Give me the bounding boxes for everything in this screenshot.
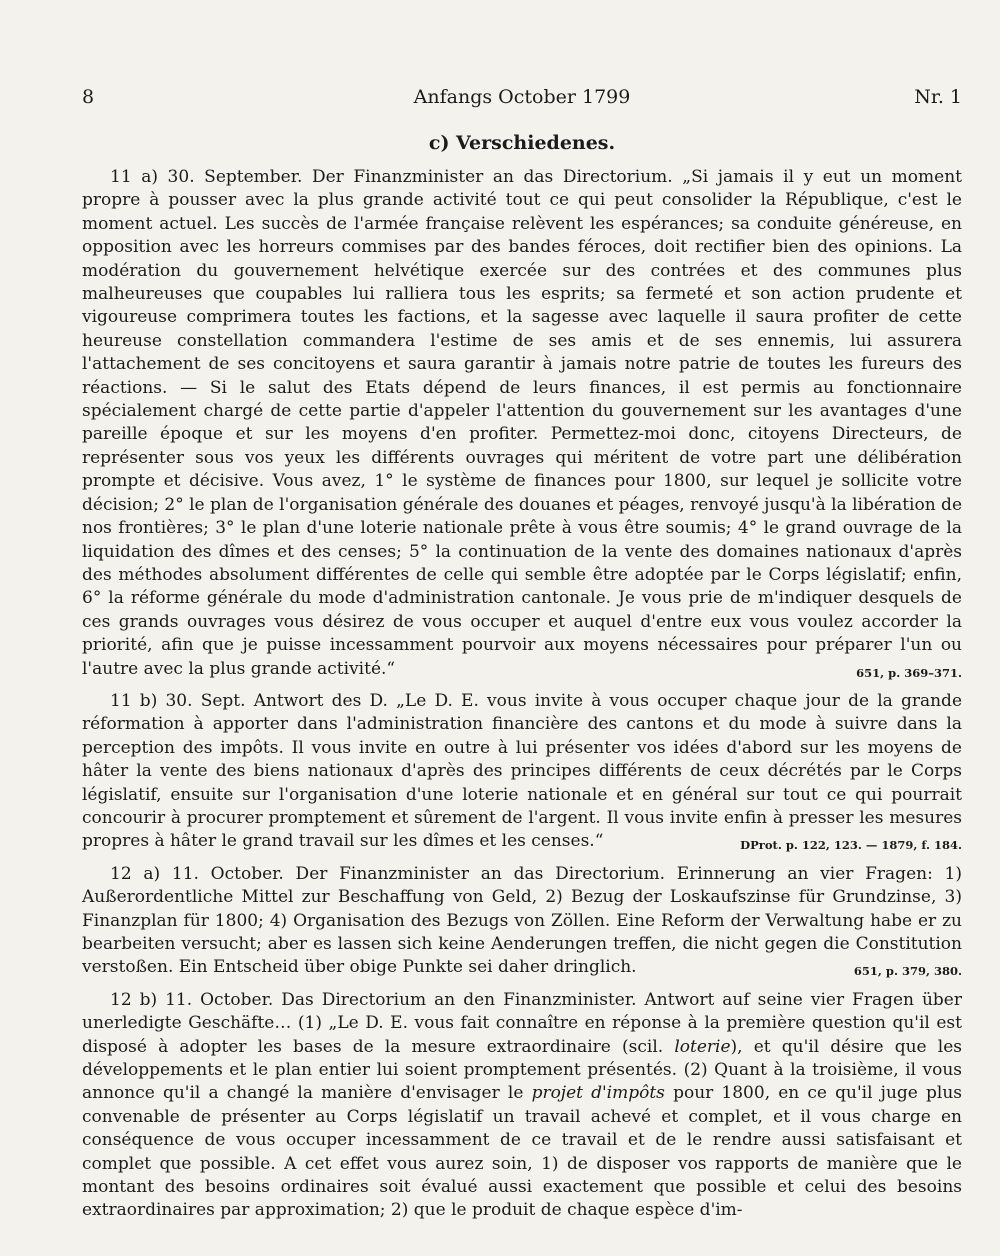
entry-11b (82, 690, 962, 854)
italic-term: loterie (674, 1036, 731, 1057)
source-reference: 651, p. 369–371. (856, 665, 962, 680)
entry-11a (82, 166, 962, 681)
entry-12b (82, 989, 962, 1223)
entry-12a (82, 863, 962, 980)
entry-paragraph (82, 989, 962, 1223)
source-reference: 651, p. 379, 380. (853, 964, 962, 979)
italic-term: projet d'impôts (531, 1083, 665, 1104)
entry-text: ), et qu'il désire que les développements et le plan entier lui soient promptement présentés. (2) Quant à la troisième, il vous annonce qu'il a changé la manière d'envisager le (82, 1036, 962, 1104)
entry-paragraph (82, 166, 962, 681)
page-number: 8 (82, 86, 95, 108)
entry-text: 12 b) 11. October. Das Directorium an den Finanzminister. Antwort auf seine vier Fragen über unerledigte Geschäfte… (1) „Le D. E. vous fait connaître en réponse à la première question qu'il est disposé à adopter les bases de la mesure extraordinaire (scil. (82, 989, 962, 1057)
running-title: Anfangs October 1799 (413, 86, 631, 108)
entry-text: 11 b) 30. Sept. Antwort des D. „Le D. E. vous invite à vous occuper chaque jour de la grande réformation à apporter dans l'administration financière des cantons et du mode à suivre dans la perception des impôts. Il vous invite en outre à lui présenter vos idées d'abord sur les moyens de hâter la vente des biens nationaux d'après des principes différents de ceux décrétés par le Corps législatif, ensuite sur l'organisation d'une loterie nationale et en général sur tout ce qui pourrait concourir à procurer promptement et sûrement de l'argent. Il vous invite enfin à presser les mesures propres à hâter le grand travail sur les dîmes et les censes.“ (82, 690, 962, 852)
entry-text: pour 1800, en ce qu'il juge plus convenable de présenter au Corps législatif un travail achevé et complet, et il vous charge en conséquence de vous occuper incessamment de ce travail et de le rendre aussi satisfaisant et complet que possible. A cet effet vous aurez soin, 1) de disposer vos rapports de manière que le montant des besoins ordinaires soit évalué aussi exactement que possible et celui des besoins extraordinaires par approximation; 2) que le produit de chaque espèce d'im- (82, 1083, 962, 1221)
entry-paragraph (82, 690, 962, 854)
issue-number: Nr. 1 (914, 86, 962, 108)
source-reference: DProt. p. 122, 123. — 1879, f. 184. (740, 838, 962, 853)
body-text (82, 166, 962, 1232)
entry-paragraph (82, 863, 962, 980)
running-head (82, 86, 962, 114)
section-title: c) Verschiedenes. (428, 132, 616, 154)
entry-text: 12 a) 11. October. Der Finanzminister an das Directorium. Erinnerung an vier Fragen: 1) Außerordentliche Mittel zur Beschaffung von Geld, 2) Bezug der Loskaufszinse für Grundzinse, 3) Finanzplan für 1800; 4) Organisation des Bezugs von Zöllen. Eine Reform der Verwaltung habe er zu bearbeiten versucht; aber es lassen sich keine Aenderungen treffen, die nicht gegen die Constitution verstoßen. Ein Entscheid über obige Punkte sei daher dringlich. (82, 863, 962, 978)
entry-text: 11 a) 30. September. Der Finanzminister an das Directorium. „Si jamais il y eut un moment propre à pousser avec la plus grande activité tout ce qui peut consolider la République, c'est le moment actuel. Les succès de l'armée française relèvent les espérances; sa conduite généreuse, en opposition avec les horreurs commises par des bandes féroces, doit rectifier bien des opinions. La modération du gouvernement helvétique exercée sur des contrées et des communes plus malheureuses que coupables lui ralliera tous les esprits; sa fermeté et son action prudente et vigoureuse comprimera toutes les factions, et la sagesse avec laquelle il saura profiter de cette heureuse constellation commandera l'estime de ses amis et de ses ennemis, lui assurera l'attachement de ses concitoyens et saura garantir à jamais notre patrie de toutes les fureurs des réactions. — Si le salut des Etats dépend de leurs finances, il est permis au fonctionnaire spécialement chargé de cette partie d'appeler l'attention du gouvernement sur les avantages d'une pareille époque et sur les moyens d'en profiter. Permettez-moi donc, citoyens Directeurs, de représenter sous vos yeux les différents ouvrages qui méritent de votre part une délibération prompte et décisive. Vous avez, 1° le système de finances pour 1800, sur lequel je sollicite votre décision; 2° le plan de l'organisation générale des douanes et péages, renvoyé jusqu'à la libération de nos frontières; 3° le plan d'une loterie nationale prête à vous être soumis; 4° le grand ouvrage de la liquidation des dîmes et des censes; 5° la continuation de la vente des domaines nationaux d'après des méthodes absolument différentes de celle qui semble être adoptée par le Corps législatif; enfin, 6° la réforme générale du mode d'administration cantonale. Je vous prie de m'indiquer desquels de ces grands ouvrages vous désirez de vous occuper et auquel d'entre eux vous voulez accorder la priorité, afin que je puisse incessamment pourvoir aux moyens nécessaires pour préparer l'un ou l'autre avec la plus grande activité.“ (82, 167, 962, 679)
